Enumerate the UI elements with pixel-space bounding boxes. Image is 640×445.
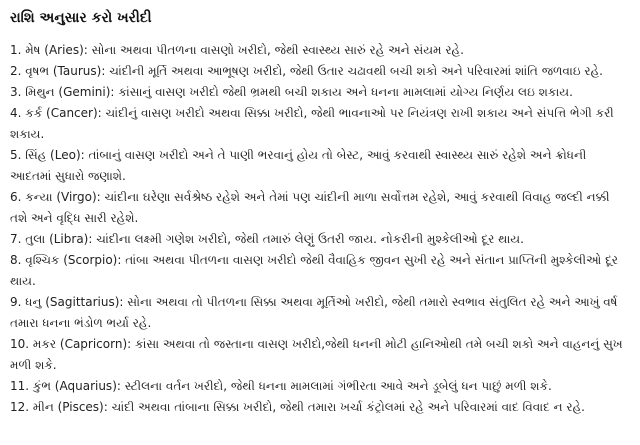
list-item bbox=[10, 229, 626, 250]
list-item bbox=[10, 397, 626, 418]
item-text: તાંબાનું વાસણ ખરીદો અને તે પાણી ભરવાનું હોય તો બેસ્ટ, આવું કરવાથી સ્વાસ્થ્ય સારું રહેશે અને ક્રોધની આદતમાં સુધારો જણાશે. bbox=[10, 148, 587, 183]
zodiac-sign: કુંભ (Aquarius): bbox=[32, 379, 121, 393]
list-item bbox=[10, 250, 626, 292]
list-item bbox=[10, 187, 626, 229]
list-item bbox=[10, 145, 626, 187]
zodiac-sign: મિથુન (Gemini): bbox=[25, 85, 115, 99]
zodiac-list bbox=[10, 40, 626, 418]
item-text: સોના અથવા પીતળના વાસણો ખરીદો, જેથી સ્વાસ્થ્ય સારું રહે અને સંયમ રહે. bbox=[91, 43, 464, 57]
zodiac-sign: વૃશ્ચિક (Scorpio): bbox=[25, 253, 122, 267]
list-item bbox=[10, 334, 626, 376]
list-item bbox=[10, 82, 626, 103]
item-text: કાંસાનું વાસણ ખરીદો જેથી ભ્રમથી બચી શકાય અને ધનના મામલામાં યોગ્ય નિર્ણય લઇ શકાય. bbox=[118, 85, 573, 99]
item-text: તાંબા અથવા પીતળના વાસણ ખરીદો જેથી વૈવાહિક જીવન સુખી રહે અને સંતાન પ્રાપ્તિની મુશ્કેલીઓ દૂર થાય. bbox=[10, 253, 618, 288]
item-number: 6. bbox=[10, 190, 22, 204]
zodiac-sign: મકર (Capricorn): bbox=[32, 337, 132, 351]
item-number: 3. bbox=[10, 85, 22, 99]
item-number: 2. bbox=[10, 64, 22, 78]
item-number: 8. bbox=[10, 253, 22, 267]
zodiac-sign: સિંહ (Leo): bbox=[25, 148, 85, 162]
zodiac-sign: કન્યા (Virgo): bbox=[25, 190, 101, 204]
item-number: 4. bbox=[10, 106, 22, 120]
page-title: રાશિ અનુસાર કરો ખરીદી bbox=[10, 10, 152, 26]
item-number: 10. bbox=[10, 337, 30, 351]
item-number: 5. bbox=[10, 148, 22, 162]
zodiac-sign: તુલા (Libra): bbox=[25, 232, 93, 246]
list-item bbox=[10, 103, 626, 145]
item-text: ચાંદીની મૂર્તિ અથવા આભૂષણ ખરીદો, જેથી ઉતાર ચઢાવથી બચી શકો અને પરિવારમાં શાંતિ જળવાઇ રહે. bbox=[109, 64, 603, 78]
item-number: 11. bbox=[10, 379, 30, 393]
zodiac-sign: મીન (Pisces): bbox=[32, 400, 108, 414]
list-item bbox=[10, 40, 626, 61]
list-item bbox=[10, 376, 626, 397]
item-number: 7. bbox=[10, 232, 22, 246]
list-item bbox=[10, 292, 626, 334]
item-text: ચાંદીનું વાસણ ખરીદો અથવા સિક્કા ખરીદો, જેથી ભાવનાઓ પર નિયંત્રણ રાખી શકાય અને સંપત્તિ ભેગી કરી શકાય. bbox=[10, 106, 614, 141]
item-number: 9. bbox=[10, 295, 22, 309]
zodiac-sign: વૃષભ (Taurus): bbox=[25, 64, 106, 78]
item-text: ચાંદી અથવા તાંબાના સિક્કા ખરીદો, જેથી તમારા ખર્ચા કંટ્રોલમાં રહે અને પરિવારમાં વાદ વિવાદ ન રહે. bbox=[111, 400, 585, 414]
zodiac-sign: ધનુ (Sagittarius): bbox=[25, 295, 124, 309]
item-text: ચાંદીના લક્ષ્મી ગણેશ ખરીદો, જેથી તમારું લેણું ઉતરી જાય. નોકરીની મુશ્કેલીઓ દૂર થાય. bbox=[96, 232, 524, 246]
item-text: કાંસા અથવા તો જસ્તાના વાસણ ખરીદો,જેથી ધનની મોટી હાનિઓથી તમે બચી શકો અને વાહનનું સુખ મળી શકે. bbox=[10, 337, 623, 372]
item-text: ચાંદીના ઘરેણા સર્વશ્રેષ્ઠ રહેશે અને તેમાં પણ ચાંદીની માળા સર્વોત્તમ રહેશે, આવું કરવાથી વિવાહ જલ્દી નક્કી તશે અને વૃદ્ધિ સારી રહેશે. bbox=[10, 190, 610, 225]
list-item bbox=[10, 61, 626, 82]
item-number: 12. bbox=[10, 400, 30, 414]
item-text: સ્ટીલના વર્તન ખરીદો, જેથી ધનના મામલામાં ગંભીરતા આવે અને ડૂબેલું ધન પાછું મળી શકે. bbox=[124, 379, 552, 393]
item-text: સોના અથવા તો પીતળના સિક્કા અથવા મૂર્તિઓ ખરીદો, જેથી તમારો સ્વભાવ સંતુલિત રહે અને આખું વર્ષ તમારા ધનના ભંડોળ ભર્યા રહે. bbox=[10, 295, 618, 330]
zodiac-sign: મેષ (Aries): bbox=[25, 43, 88, 57]
item-number: 1. bbox=[10, 43, 22, 57]
zodiac-sign: કર્ક (Cancer): bbox=[25, 106, 102, 120]
